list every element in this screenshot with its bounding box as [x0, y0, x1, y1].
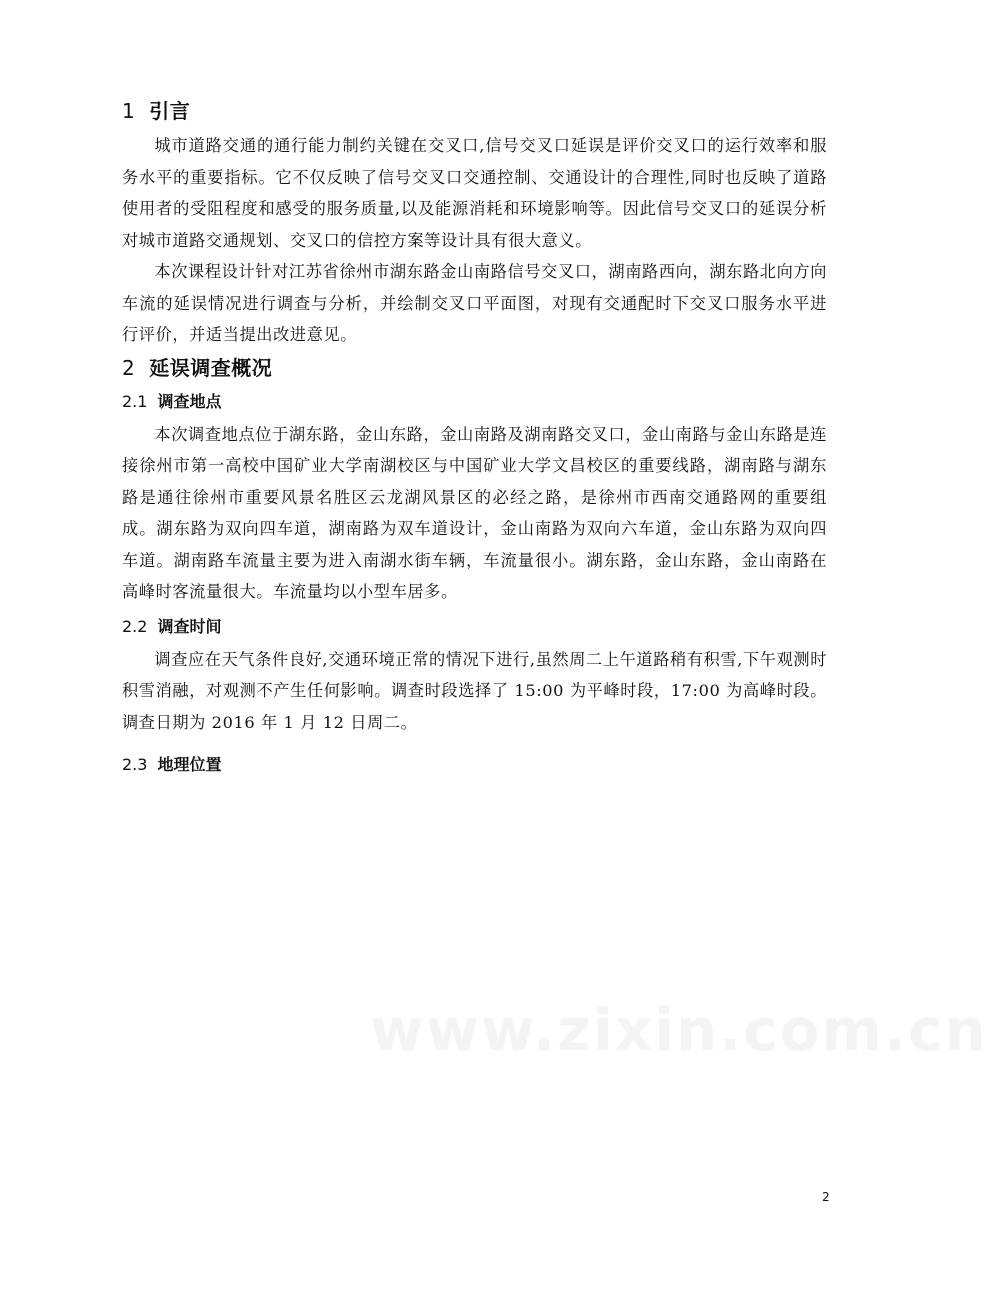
- document-body: [122, 96, 827, 782]
- subsection-title: 调查地点: [157, 391, 222, 411]
- survey-time-paragraph: 调查应在天气条件良好,交通环境正常的情况下进行,虽然周二上午道路稍有积雪,下午观测时积雪消融，对观测不产生任何影响。调查时段选择了 15:00 为平峰时段，17:00 为高峰时段。调查日期为 2016 年 1 月 12 日周二。: [122, 649, 827, 732]
- section-title: 延误调查概况: [149, 355, 273, 380]
- subsection-title: 调查时间: [157, 616, 222, 636]
- subsection-heading-2-3: [122, 752, 827, 778]
- subsection-number: 2.1: [122, 391, 148, 411]
- subsection-number: 2.2: [122, 616, 148, 636]
- subsection-heading-2-1: [122, 389, 827, 415]
- section-heading-1: [122, 96, 827, 126]
- section-number: 2: [122, 355, 136, 380]
- subsection-number: 2.3: [122, 755, 148, 774]
- section-heading-2: [122, 353, 827, 383]
- subsection-title: 地理位置: [157, 755, 222, 774]
- watermark: www.zixin.com.cn: [370, 996, 988, 1064]
- page-number: 2: [822, 1190, 830, 1204]
- subsection-heading-2-2: [122, 614, 827, 640]
- intro-paragraph-1: 城市道路交通的通行能力制约关键在交叉口,信号交叉口延误是评价交叉口的运行效率和服务水平的重要指标。它不仅反映了信号交叉口交通控制、交通设计的合理性,同时也反映了道路使用者的受阻程度和感受的服务质量,以及能源消耗和环境影响等。因此信号交叉口的延误分析对城市道路交通规划、交叉口的信控方案等设计具有很大意义。: [122, 136, 827, 250]
- intro-paragraph-2: 本次课程设计针对江苏省徐州市湖东路金山南路信号交叉口，湖南路西向，湖东路北向方向车流的延误情况进行调查与分析，并绘制交叉口平面图，对现有交通配时下交叉口服务水平进行评价，并适当提出改进意见。: [122, 262, 827, 344]
- survey-location-paragraph: 本次调查地点位于湖东路，金山东路，金山南路及湖南路交叉口，金山南路与金山东路是连接徐州市第一高校中国矿业大学南湖校区与中国矿业大学文昌校区的重要线路，湖南路与湖东路是通往徐州市重要风景名胜区云龙湖风景区的必经之路，是徐州市西南交通路网的重要组成。湖东路为双向四车道，湖南路为双车道设计，金山南路为双向六车道，金山东路为双向四车道。湖南路车流量主要为进入南湖水街车辆，车流量很小。湖东路，金山东路，金山南路在高峰时客流量很大。车流量均以小型车居多。: [122, 424, 827, 601]
- section-number: 1: [122, 99, 136, 123]
- section-title: 引言: [149, 99, 191, 123]
